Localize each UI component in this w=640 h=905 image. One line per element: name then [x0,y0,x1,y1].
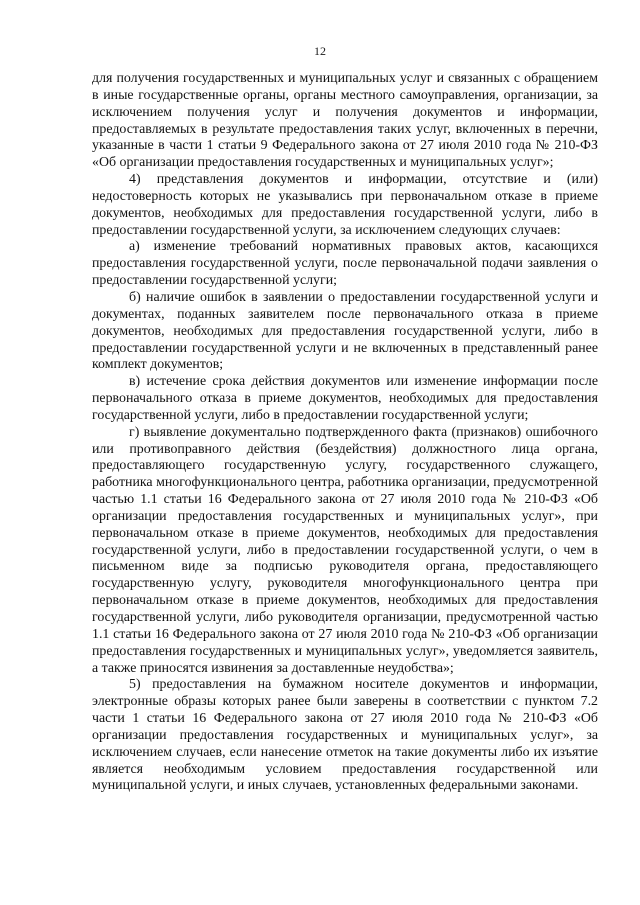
paragraph-subitem-b: б) наличие ошибок в заявлении о предоставлении государственной услуги и документах, поданных заявителем после первоначального отказа в приеме документов, необходимых для предоставления государственной услуги, либо в предоставлении государственной услуги и не включенных в представленный ранее комплект документов; [92,289,598,373]
page-number: 12 [314,44,326,58]
paragraph-subitem-g: г) выявление документально подтвержденного факта (признаков) ошибочного или противоправного действия (бездействия) должностного лица органа, предоставляющего государственную услугу, государственного служащего, работника многофункционального центра, работника организации, предусмотренной частью 1.1 статьи 16 Федерального закона от 27 июля 2010 года № 210-ФЗ «Об организации предоставления государственных и муниципальных услуг», при первоначальном отказе в приеме документов, необходимых для предоставления государственной услуги, либо в предоставлении государственной услуги, о чем в письменном виде за подписью руководителя органа, предоставляющего государственную услугу, руководителя многофункционального центра при первоначальном отказе в приеме документов, необходимых для предоставления государственной услуги, либо руководителя организации, предусмотренной частью 1.1 статьи 16 Федерального закона от 27 июля 2010 года № 210-ФЗ «Об организации предоставления государственных и муниципальных услуг», уведомляется заявитель, а также приносятся извинения за доставленные неудобства»; [92,424,598,676]
paragraph-item-4: 4) представления документов и информации, отсутствие и (или) недостоверность которых не указывались при первоначальном отказе в приеме документов, необходимых для предоставления государственной услуги, либо в предоставлении государственной услуги, за исключением следующих случаев: [92,172,598,238]
paragraph-subitem-a: а) изменение требований нормативных правовых актов, касающихся предоставления государственной услуги, после первоначальной подачи заявления о предоставлении государственной услуги; [92,239,598,289]
paragraph-subitem-v: в) истечение срока действия документов или изменение информации после первоначального отказа в приеме документов, необходимых для предоставления государственной услуги, либо в предоставлении государственной услуги; [92,374,598,423]
document-body [92,71,598,795]
paragraph-item-5: 5) предоставления на бумажном носителе документов и информации, электронные образы которых ранее были заверены в соответствии с пунктом 7.2 части 1 статьи 16 Федерального закона от 27 июля 2010 года № 210-ФЗ «Об организации предоставления государственных и муниципальных услуг», за исключением случаев, если нанесение отметок на такие документы либо их изъятие является необходимым условием предоставления государственной или муниципальной услуги, и иных случаев, установленных федеральными законами. [92,677,598,794]
paragraph-continuation: для получения государственных и муниципальных услуг и связанных с обращением в иные государственные органы, органы местного самоуправления, организации, за исключением получения услуг и получения документов и информации, предоставляемых в результате предоставления таких услуг, включенных в перечни, указанные в части 1 статьи 9 Федерального закона от 27 июля 2010 года № 210-ФЗ «Об организации предоставления государственных и муниципальных услуг»; [92,71,598,171]
